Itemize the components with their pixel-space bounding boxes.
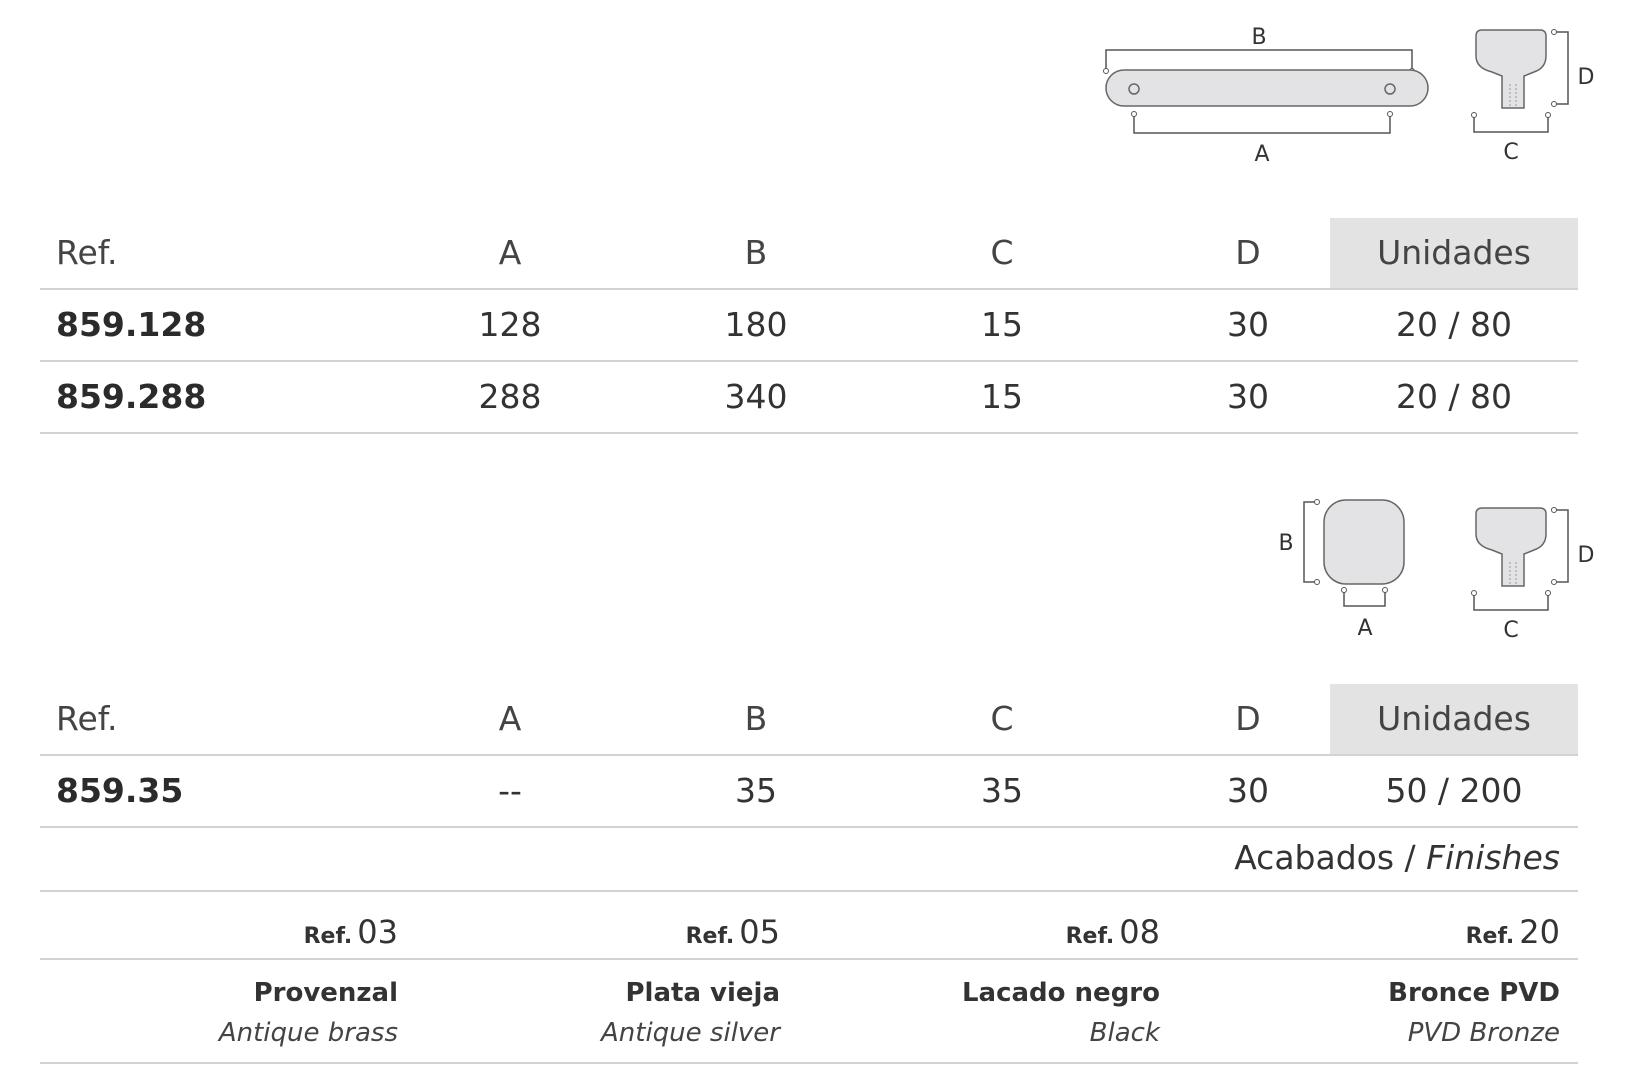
header-ref: Ref. (56, 699, 118, 738)
row-d: 30 (1227, 771, 1269, 810)
knob-top-diagram (1270, 488, 1440, 641)
divider (40, 1062, 1578, 1064)
finish-ref-number: 05 (739, 913, 780, 951)
finish-ref-label: Ref. (1065, 924, 1115, 949)
row-d: 30 (1227, 377, 1269, 416)
divider (40, 890, 1578, 892)
header-d: D (1235, 233, 1261, 272)
finish-ref (304, 908, 398, 956)
row-b: 35 (735, 771, 777, 810)
finish-ref-label: Ref. (1465, 924, 1515, 949)
row-ref: 859.35 (56, 771, 184, 810)
row-c: 15 (981, 377, 1023, 416)
finish-ref (1066, 908, 1160, 956)
finish-ref-label: Ref. (303, 924, 353, 949)
dim-a-label: A (1254, 142, 1270, 167)
table-row (40, 756, 1578, 828)
header-b: B (744, 233, 768, 272)
table-row (40, 362, 1578, 434)
finish-name-en: Antique brass (218, 1018, 398, 1048)
handle-profile-diagram (1460, 20, 1620, 170)
finish-ref-label: Ref. (685, 924, 735, 949)
row-c: 15 (981, 305, 1023, 344)
finish-name: Lacado negro (961, 978, 1160, 1008)
row-b: 340 (724, 377, 788, 416)
dim-b-label: B (1251, 25, 1267, 50)
row-ref: 859.288 (56, 377, 207, 416)
header-c: C (990, 699, 1014, 738)
row-a: 128 (478, 305, 542, 344)
divider (40, 958, 1578, 960)
handle-bar-diagram (1100, 14, 1440, 174)
finishes-title (1234, 838, 1560, 877)
dim-c-label: C (1503, 618, 1519, 643)
row-a: 288 (478, 377, 542, 416)
finish-ref (686, 908, 780, 956)
finish-ref-number: 08 (1119, 913, 1160, 951)
dim-d-label: D (1577, 65, 1595, 90)
finish-name: Provenzal (253, 978, 398, 1008)
finish-name-en: PVD Bronze (1407, 1018, 1560, 1048)
header-b: B (744, 699, 768, 738)
finish-ref (1466, 908, 1560, 956)
finish-ref-number: 20 (1519, 913, 1560, 951)
row-units: 50 / 200 (1385, 771, 1523, 810)
dim-a-label: A (1357, 616, 1373, 641)
header-units: Unidades (1330, 218, 1578, 288)
header-d: D (1235, 699, 1261, 738)
finish-name: Plata vieja (625, 978, 780, 1008)
header-a: A (498, 699, 522, 738)
row-a: -- (498, 771, 522, 810)
row-c: 35 (981, 771, 1023, 810)
header-ref: Ref. (56, 233, 118, 272)
row-b: 180 (724, 305, 788, 344)
finishes-title-es: Acabados / (1234, 838, 1416, 877)
spec-table-bar-handles (40, 218, 1578, 434)
spec-table-knob (40, 684, 1578, 828)
table-header-row (40, 218, 1578, 290)
dim-b-label: B (1278, 531, 1294, 556)
header-a: A (498, 233, 522, 272)
finishes-title-en: Finishes (1426, 838, 1560, 877)
row-ref: 859.128 (56, 305, 207, 344)
row-d: 30 (1227, 305, 1269, 344)
row-units: 20 / 80 (1395, 377, 1513, 416)
header-c: C (990, 233, 1014, 272)
finish-name-en: Black (1089, 1018, 1160, 1048)
header-units: Unidades (1330, 684, 1578, 754)
finish-ref-number: 03 (357, 913, 398, 951)
finish-name: Bronce PVD (1388, 978, 1560, 1008)
finish-name-en: Antique silver (601, 1018, 780, 1048)
table-header-row (40, 684, 1578, 756)
dim-d-label: D (1577, 543, 1595, 568)
knob-profile-diagram (1460, 498, 1620, 648)
dim-c-label: C (1503, 140, 1519, 165)
table-row (40, 290, 1578, 362)
row-units: 20 / 80 (1395, 305, 1513, 344)
